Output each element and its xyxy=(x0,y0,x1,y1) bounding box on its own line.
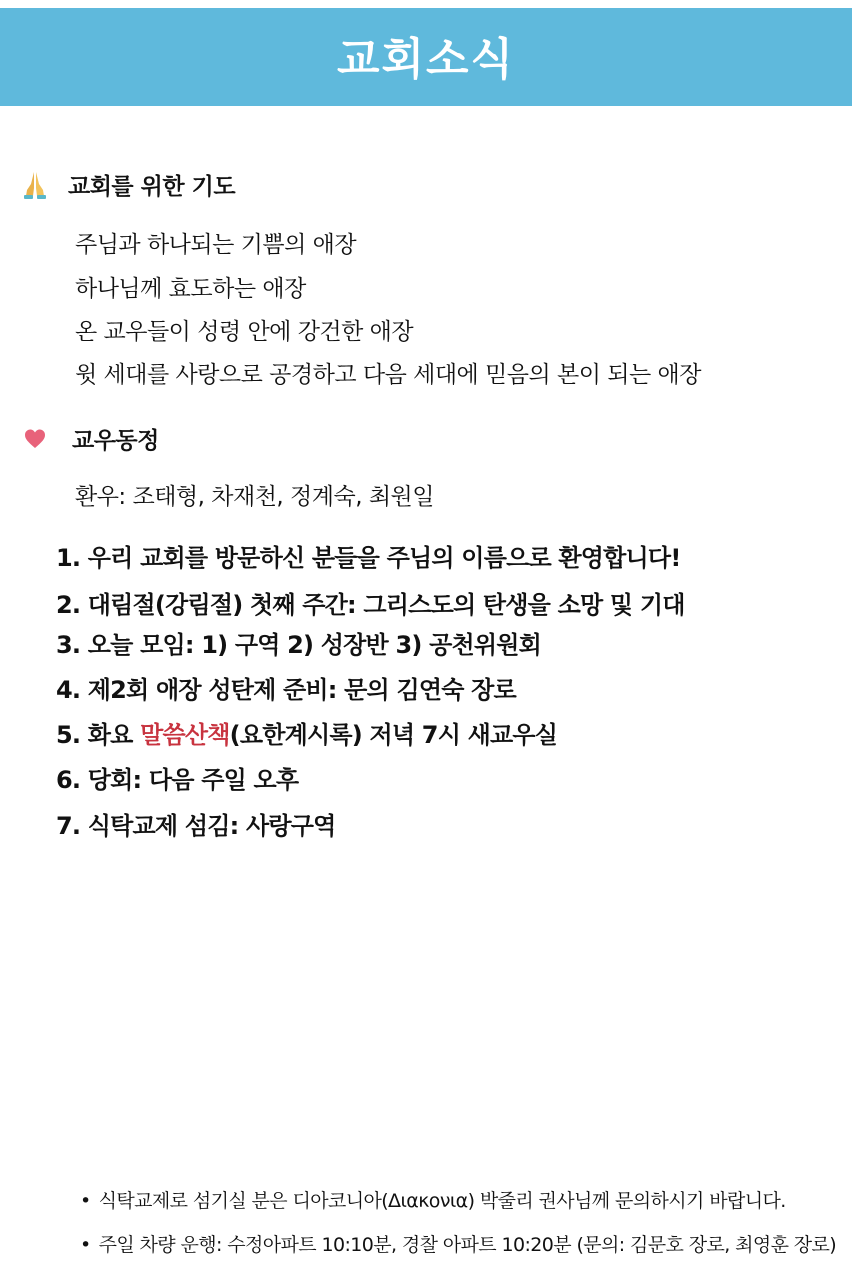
footnote-text: 주일 차량 운행: 수정아파트 10:10분, 경찰 아파트 10:20분 (문의: 김문호 장로, 최영훈 장로) xyxy=(98,1234,837,1256)
announcement-item: 7. 식탁교제 섬김: 사랑구역 xyxy=(56,812,336,840)
bullet-icon: • xyxy=(80,1234,91,1256)
heart-icon xyxy=(24,428,46,450)
praying-hands-icon xyxy=(22,170,48,200)
prayer-title: 교회를 위한 기도 xyxy=(68,174,236,200)
patients-list: 환우: 조태형, 차재천, 정계숙, 최원일 xyxy=(75,484,434,510)
prayer-item: 윗 세대를 사랑으로 공경하고 다음 세대에 믿음의 본이 되는 애장 xyxy=(75,362,701,388)
announcement-suffix: (요한계시록) 저녁 7시 새교우실 xyxy=(229,721,558,749)
announcement-item xyxy=(56,715,557,750)
header-banner xyxy=(0,8,852,106)
prayer-item: 온 교우들이 성령 안에 강건한 애장 xyxy=(75,319,414,345)
announcement-item: 4. 제2회 애장 성탄제 준비: 문의 김연숙 장로 xyxy=(56,676,516,704)
announcement-item: 2. 대림절(강림절) 첫째 주간: 그리스도의 탄생을 소망 및 기대 xyxy=(56,591,685,619)
members-section-title xyxy=(24,422,159,455)
announcement-item: 6. 당회: 다음 주일 오후 xyxy=(56,766,299,794)
announcement-item: 1. 우리 교회를 방문하신 분들을 주님의 이름으로 환영합니다! xyxy=(56,544,681,572)
prayer-item: 주님과 하나되는 기쁨의 애장 xyxy=(75,232,357,258)
highlight-text: 말씀산책 xyxy=(140,721,230,749)
prayer-item: 하나님께 효도하는 애장 xyxy=(75,276,306,302)
announcement-item: 3. 오늘 모임: 1) 구역 2) 성장반 3) 공천위원회 xyxy=(56,631,542,659)
page-title: 교회소식 xyxy=(336,34,515,85)
footnote-item xyxy=(80,1186,786,1213)
footnote-text: 식탁교제로 섬기실 분은 디아코니아(Διακονια) 박줄리 권사님께 문의하시기 바랍니다. xyxy=(98,1190,786,1212)
announcement-prefix: 5. 화요 xyxy=(56,721,141,749)
bullet-icon: • xyxy=(80,1190,91,1212)
members-title: 교우동정 xyxy=(72,428,159,454)
prayer-section-title xyxy=(22,168,235,201)
footnote-item xyxy=(80,1230,836,1257)
